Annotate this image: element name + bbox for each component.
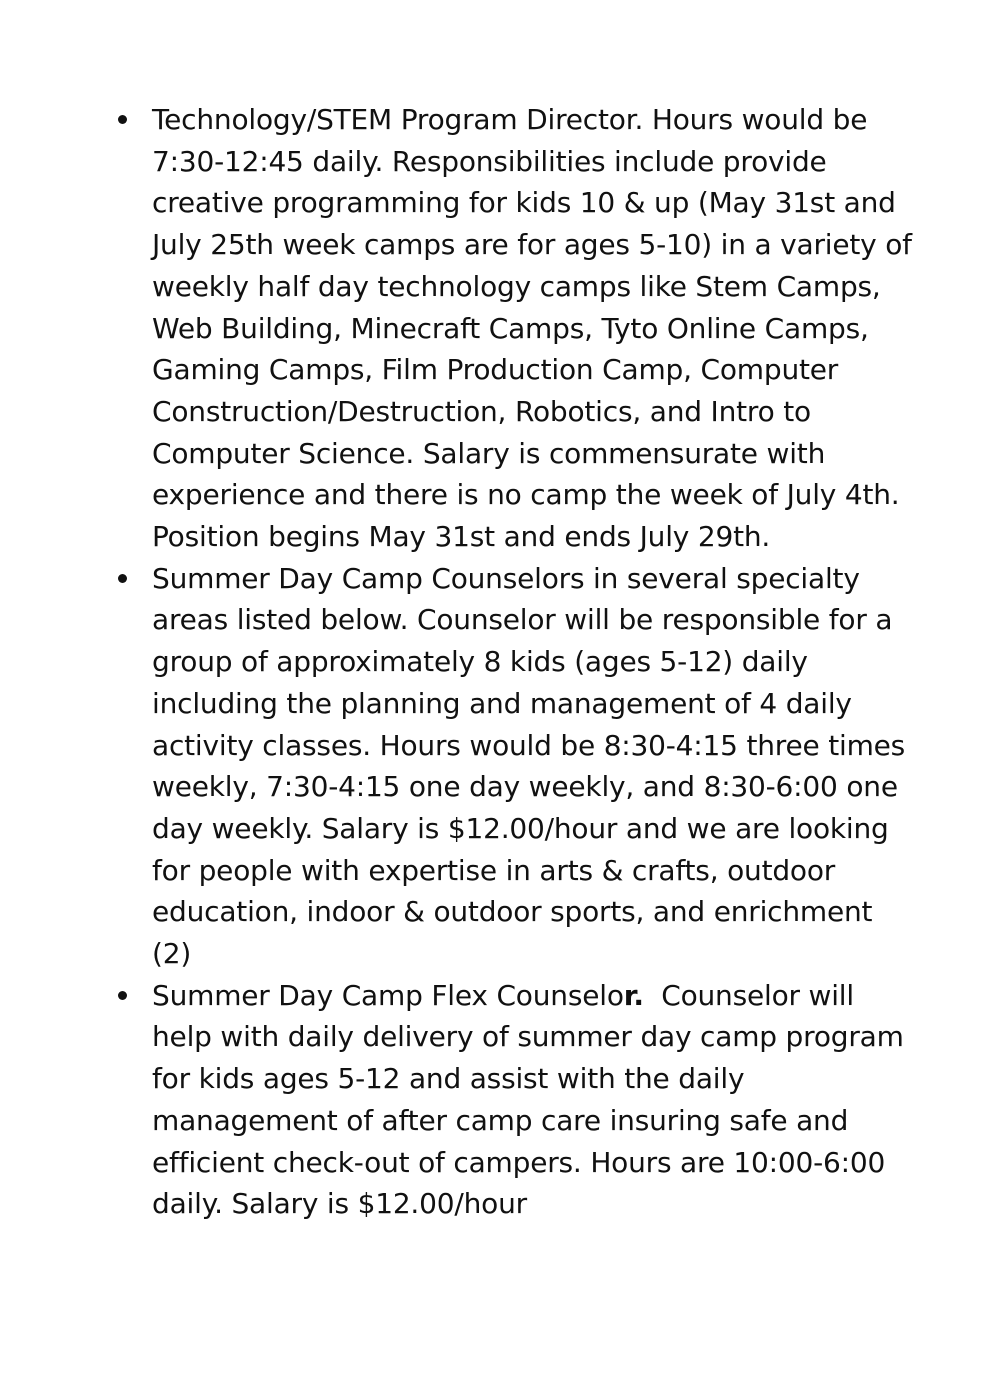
list-item-text-end: Counselor will help with daily delivery of summer day camp program for kids ages 5-12 and assist with the daily management of after camp care insuring safe and efficient check-out of campers. Hours are 10:00-6:00 daily. Salary is $12.00/hour [152,978,913,1221]
bullet-icon [118,574,127,583]
list-item-stem-director [152,99,912,558]
list-item-flex-counselor [152,975,912,1225]
list-item-text-start: Summer Day Camp Flex Counselo [152,978,624,1012]
list-item-day-camp-counselors [152,558,912,975]
list-item-text-bold: r. [623,978,644,1012]
job-listing [152,99,912,1225]
list-item-text: Technology/STEM Program Director. Hours would be 7:30-12:45 daily. Responsibilities include provide creative programming for kids 10 & up (May 31st and July 25th week camps are for ages 5-10) in a variety of weekly half day technology camps like Stem Camps, Web Building, Minecraft Camps, Tyto Online Camps, Gaming Camps, Film Production Camp, Computer Construction/Destruction, Robotics, and Intro to Computer Science. Salary is commensurate with experience and there is no camp the week of July 4th. Position begins May 31st and ends July 29th. [152,103,912,554]
list-item-text: Summer Day Camp Counselors in several specialty areas listed below. Counselor will be responsible for a group of approximately 8 kids (ages 5-12) daily including the planning and management of 4 daily activity classes. Hours would be 8:30-4:15 three times weekly, 7:30-4:15 one day weekly, and 8:30-6:00 one day weekly. Salary is $12.00/hour and we are looking for people with expertise in arts & crafts, outdoor education, indoor & outdoor sports, and enrichment (2) [152,561,906,971]
bullet-icon [118,991,127,1000]
bullet-icon [118,115,127,124]
